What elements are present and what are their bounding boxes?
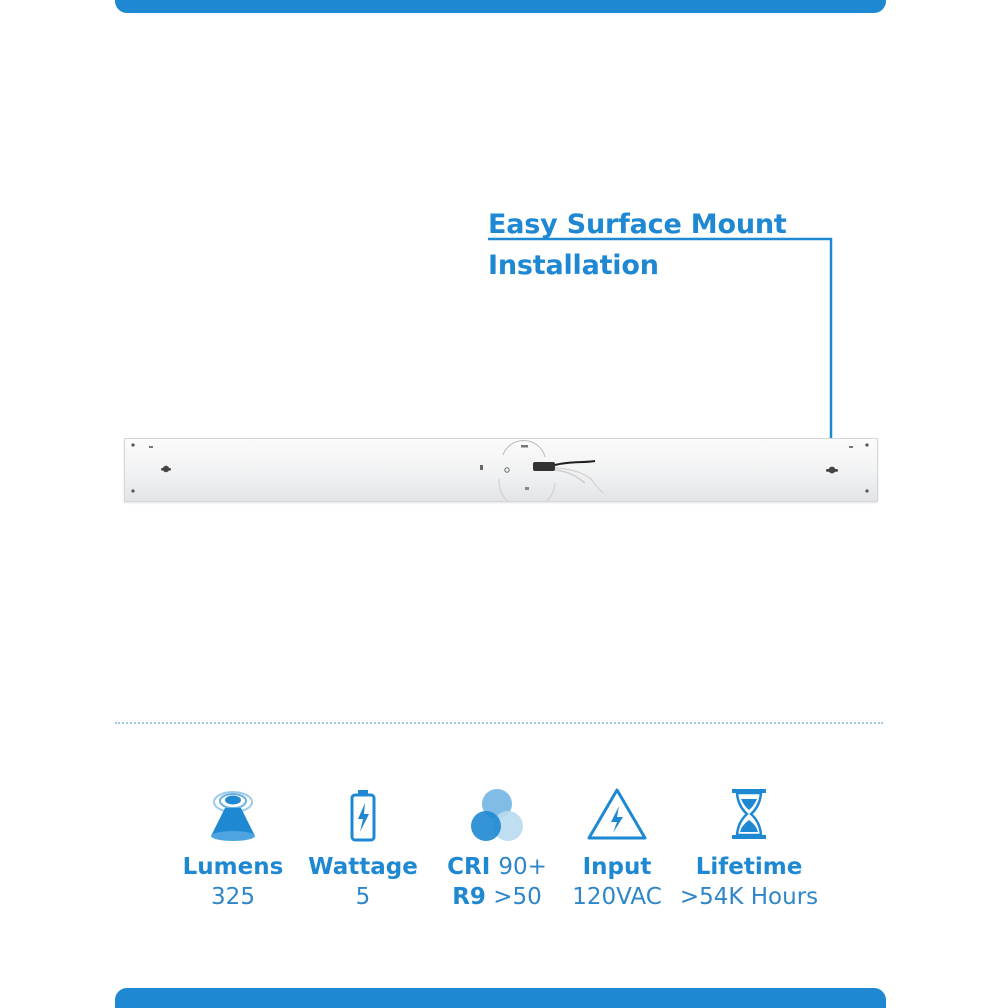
hourglass-icon: [674, 786, 824, 844]
bottom-accent-bar: [115, 988, 886, 1008]
spec-lifetime-value: >54K Hours: [679, 884, 819, 910]
light-beam-icon: [158, 786, 308, 844]
callout-line-2: Installation: [488, 250, 659, 281]
r9-value: >50: [493, 884, 542, 910]
top-accent-bar: [115, 0, 886, 13]
spec-lifetime: [674, 786, 824, 912]
high-voltage-icon: [542, 786, 692, 844]
left-keyhole: [161, 466, 171, 472]
spec-lumens-label: Lumens: [182, 854, 284, 880]
spec-input-label: Input: [582, 854, 652, 880]
right-keyhole: [826, 467, 838, 474]
spec-lifetime-label: Lifetime: [695, 854, 803, 880]
spec-lumens-value: 325: [211, 884, 255, 910]
battery-icon: [288, 786, 438, 844]
cri-label: CRI: [447, 854, 491, 880]
spec-input: [542, 786, 692, 912]
spec-input-value: 120VAC: [572, 884, 662, 910]
dotted-divider: [115, 722, 883, 724]
spec-wattage: [288, 786, 438, 912]
spec-wattage-value: 5: [355, 884, 371, 910]
callout-line-1: Easy Surface Mount: [488, 209, 787, 240]
spec-wattage-label: Wattage: [308, 854, 418, 880]
light-fixture-backplate: [124, 438, 878, 502]
callout-title: [488, 204, 787, 286]
r9-label: R9: [452, 884, 486, 910]
wire-bundle: [533, 461, 603, 493]
fixture-details: [125, 439, 877, 501]
spec-lumens: [158, 786, 308, 912]
cri-value: 90+: [498, 854, 547, 880]
